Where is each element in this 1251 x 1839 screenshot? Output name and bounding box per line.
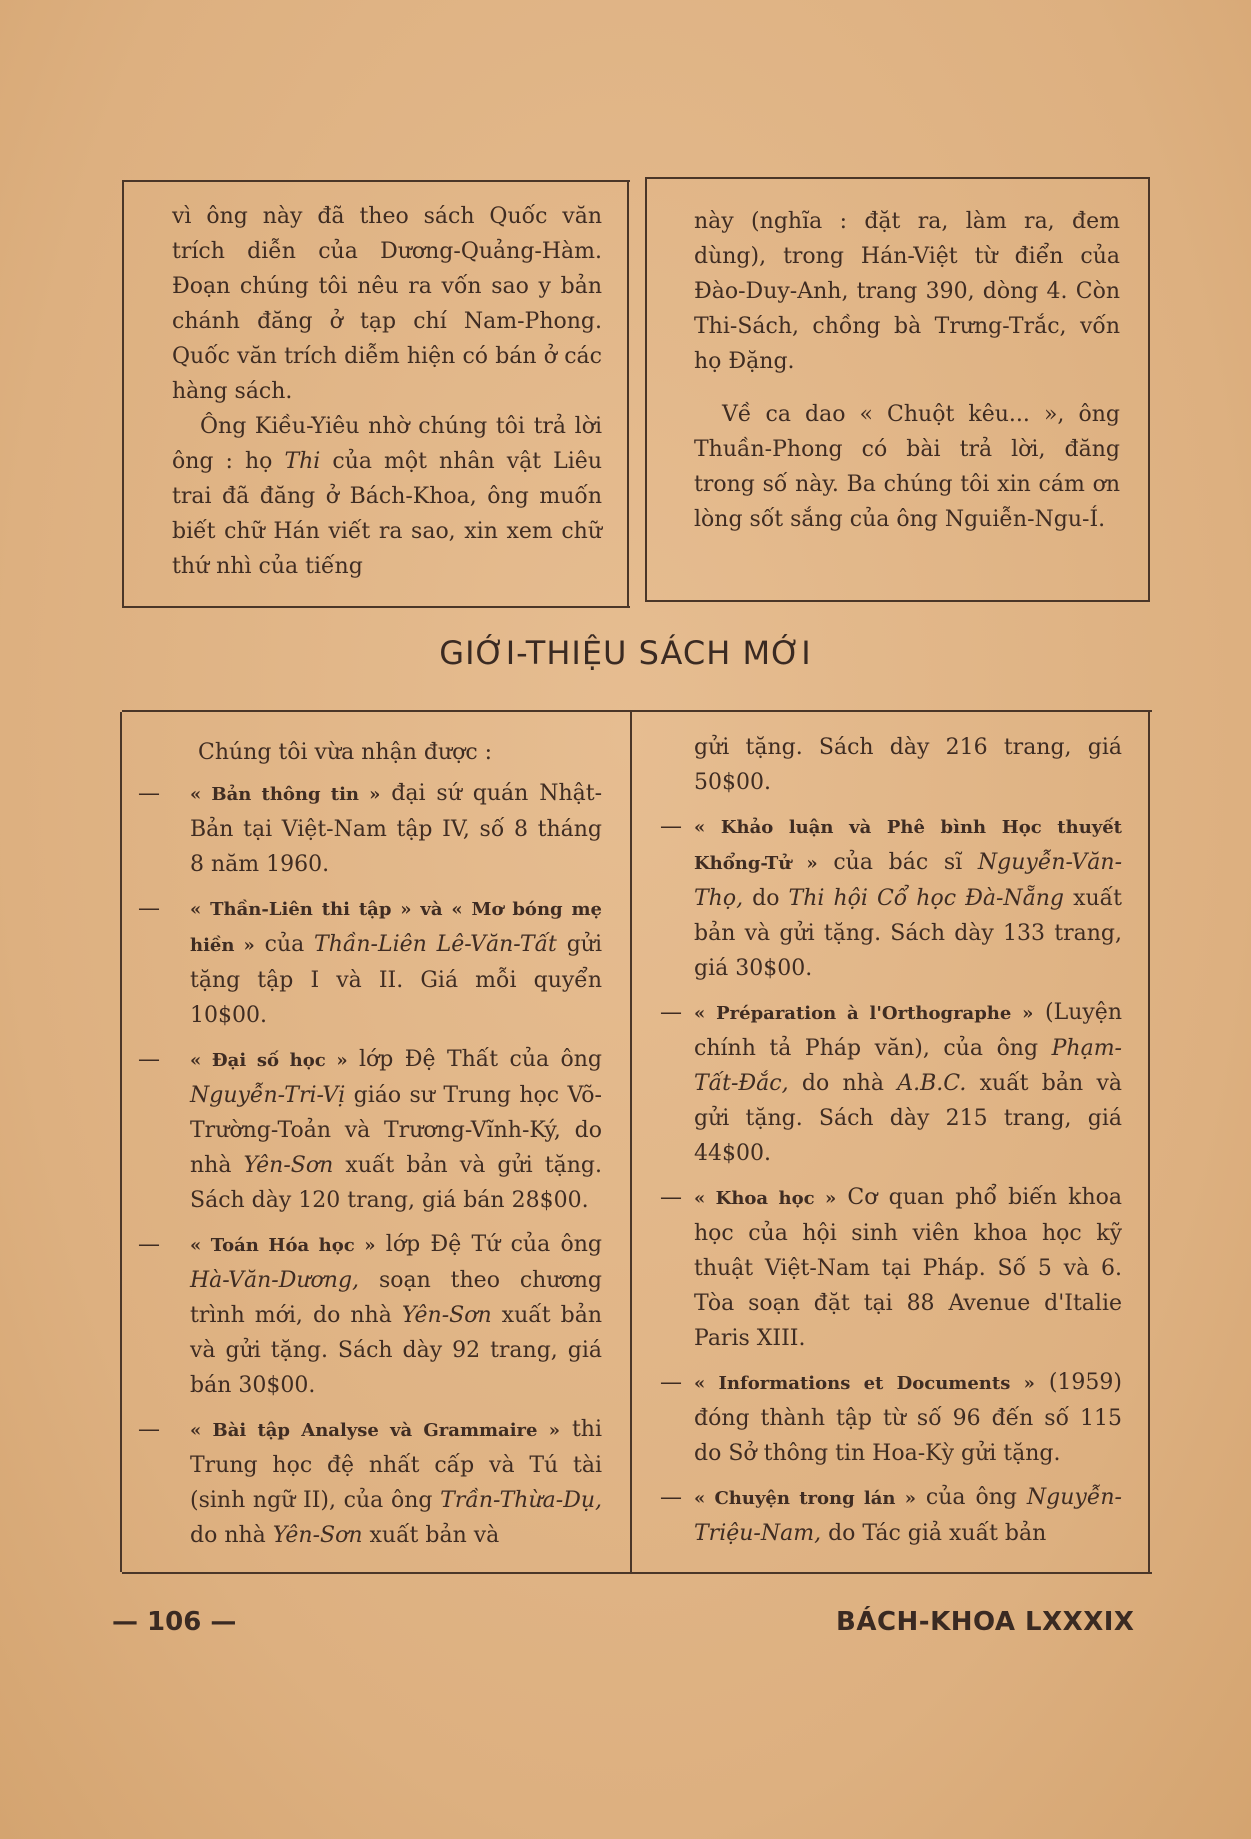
top-right-paragraph-2: Về ca dao « Chuột kêu... », ông Thuần-Phong có bài trả lời, đăng trong số này. Ba chúng tôi xin cám ơn lòng sốt sắng của ông Nguiễn-Ngu-Í.: [694, 402, 1120, 532]
page-number: — 106 —: [112, 1607, 237, 1637]
book-entry: — « Đại số học » lớp Đệ Thất của ông Nguyễn-Tri-Vị giáo sư Trung học Võ-Trường-Toản và Trương-Vĩnh-Ký, do nhà Yên-Sơn xuất bản và gửi tặng. Sách dày 120 trang, giá bán 28$00.: [138, 1047, 602, 1213]
book-title: « Bài tập Analyse và Grammaire »: [190, 1420, 560, 1441]
book-entry: — « Bài tập Analyse và Grammaire » thi Trung học đệ nhất cấp và Tú tài (sinh ngữ II), của ông Trần-Thừa-Dụ, do nhà Yên-Sơn xuất bản và: [138, 1417, 602, 1548]
top-left-box-top-rule: [122, 180, 630, 182]
book-title: « Toán Hóa học »: [190, 1235, 376, 1256]
top-right-box-bottom-rule: [645, 600, 1150, 602]
books-right-rule: [1148, 712, 1150, 1572]
books-top-rule: [122, 710, 1152, 712]
book-title: « Bản thông tin »: [190, 784, 381, 805]
top-right-box-right-rule: [1148, 179, 1150, 600]
books-left-column: [138, 735, 602, 1562]
books-intro: Chúng tôi vừa nhận được :: [198, 740, 493, 765]
book-title: « Chuyện trong lán »: [694, 1488, 916, 1509]
book-entry: — « Khảo luận và Phê bình Học thuyết Khổng-Tử » của bác sĩ Nguyễn-Văn-Thọ, do Thi hội Cổ học Đà-Nẵng xuất bản và gửi tặng. Sách dày 133 trang, giá 30$00.: [660, 814, 1122, 981]
book-title: « Khảo luận và Phê bình Học thuyết Khổng-Tử »: [694, 817, 1122, 874]
books-left-rule: [120, 712, 122, 1572]
books-center-rule: [630, 712, 632, 1572]
book-entry: — « Toán Hóa học » lớp Đệ Tứ của ông Hà-Văn-Dương, soạn theo chương trình mới, do nhà Yên-Sơn xuất bản và gửi tặng. Sách dày 92 trang, giá bán 30$00.: [138, 1232, 602, 1398]
book-entry: — « Informations et Documents » (1959) đóng thành tập từ số 96 đến số 115 do Sở thông tin Hoa-Kỳ gửi tặng.: [660, 1370, 1122, 1466]
book-entry: — « Préparation à l'Orthographe » (Luyện chính tả Pháp văn), của ông Phạm-Tất-Đắc, do nhà A.B.C. xuất bản và gửi tặng. Sách dày 215 trang, giá 44$00.: [660, 1000, 1122, 1166]
books-bottom-rule: [122, 1572, 1152, 1574]
top-left-box-left-rule: [122, 182, 124, 606]
book-entry: — « Khoa học » Cơ quan phổ biến khoa học của hội sinh viên khoa học kỹ thuật Việt-Nam tại Pháp. Số 5 và 6. Tòa soạn đặt tại 88 Avenue d'Italie Paris XIII.: [660, 1185, 1122, 1351]
book-title: « Thần-Liên thi tập » và « Mơ bóng mẹ hiền »: [190, 899, 602, 956]
book-title: « Đại số học »: [190, 1050, 348, 1071]
book-entry: — « Thần-Liên thi tập » và « Mơ bóng mẹ hiền » của Thần-Liên Lê-Văn-Tất gửi tặng tập I và II. Giá mỗi quyển 10$00.: [138, 896, 603, 1028]
top-right-box-left-rule: [645, 179, 647, 600]
top-left-paragraph-2: Ông Kiều-Yiêu nhờ chúng tôi trả lời ông : họ Thi của một nhân vật Liêu trai đã đăng ở Bách-Khoa, ông muốn biết chữ Hán viết ra sao, xin xem chữ thứ nhì của tiếng: [172, 414, 602, 579]
top-right-column: [694, 204, 1120, 537]
book-title: « Informations et Documents »: [694, 1373, 1035, 1394]
book-title: « Khoa học »: [694, 1188, 837, 1209]
books-right-column: [660, 730, 1122, 1560]
top-left-box-bottom-rule: [122, 606, 630, 608]
section-heading: GIỚI-THIỆU SÁCH MỚI: [439, 634, 812, 672]
book-entry: — « Bản thông tin » đại sứ quán Nhật-Bản tại Việt-Nam tập IV, số 8 tháng 8 năm 1960.: [138, 781, 602, 877]
top-left-paragraph-1: vì ông này đã theo sách Quốc văn trích diễn của Dương-Quảng-Hàm. Đoạn chúng tôi nêu ra vốn sao y bản chánh đăng ở tạp chí Nam-Phong. Quốc văn trích diễm hiện có bán ở các hàng sách.: [172, 204, 602, 404]
top-left-box-right-rule: [627, 182, 629, 606]
top-left-column: [172, 199, 602, 584]
top-right-paragraph-1: này (nghĩa : đặt ra, làm ra, đem dùng), trong Hán-Việt từ điển của Đào-Duy-Anh, trang 390, dòng 4. Còn Thi-Sách, chồng bà Trưng-Trắc, vốn họ Đặng.: [694, 209, 1120, 374]
book-title: « Préparation à l'Orthographe »: [694, 1003, 1034, 1024]
book-entry: — « Chuyện trong lán » của ông Nguyễn-Triệu-Nam, do Tác giả xuất bản: [660, 1485, 1122, 1546]
top-right-box-top-rule: [645, 177, 1150, 179]
books-right-lead: gửi tặng. Sách dày 216 trang, giá 50$00.: [694, 735, 1122, 795]
publication-title: BÁCH-KHOA LXXXIX: [836, 1607, 1135, 1637]
